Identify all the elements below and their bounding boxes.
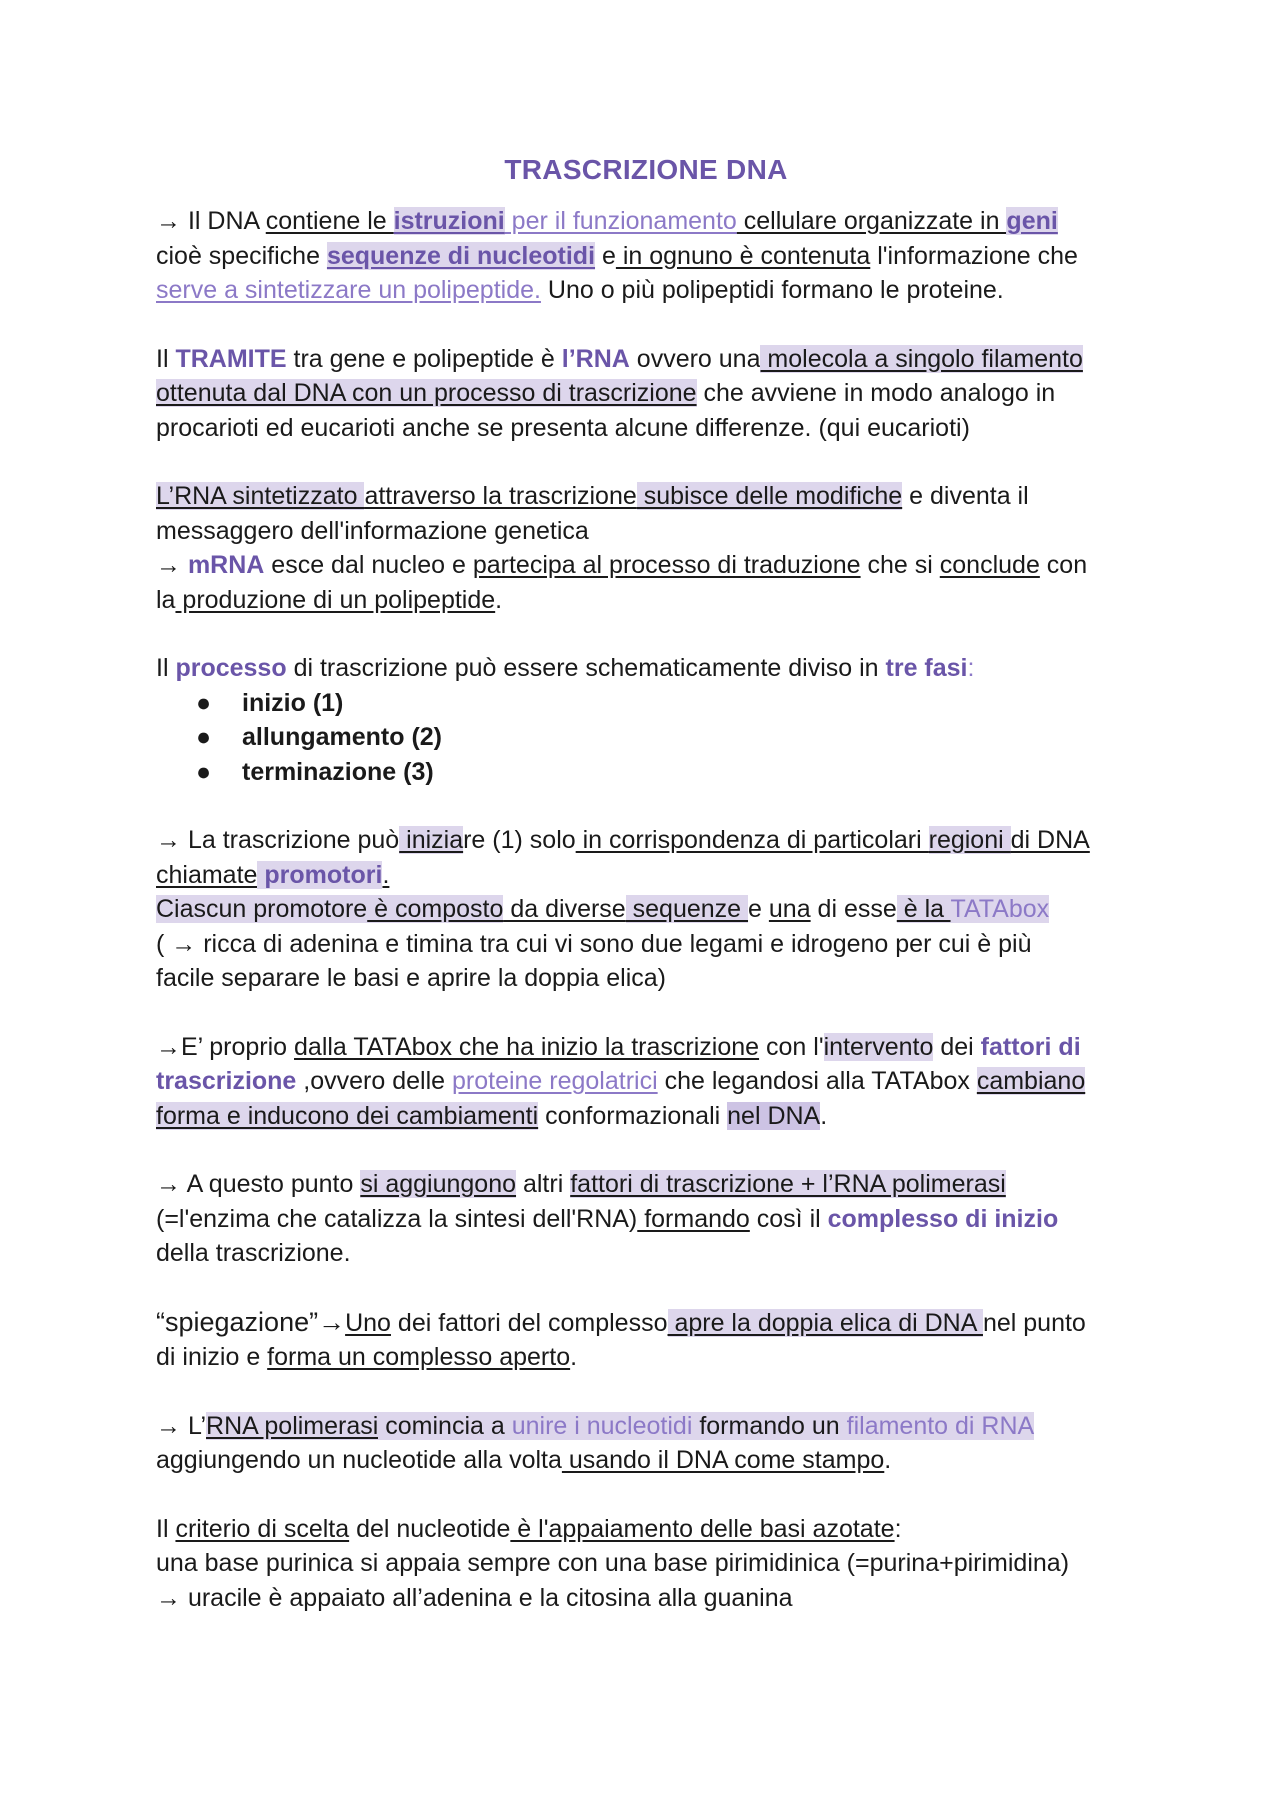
text-run: dei fattori del complesso [390,1308,668,1337]
text-line [156,1167,1136,1202]
text-run: ottenuta dal DNA con un processo di trascrizione [156,379,697,407]
text-run: di trascrizione può essere schematicamente diviso in [286,654,886,682]
text-run: → A questo punto [156,1170,361,1198]
text-run: si aggiungono [360,1170,517,1198]
text-run: subisce delle modifiche [636,482,903,510]
text-run: apre la doppia elica di DNA [667,1308,983,1337]
text-run: di DNA [1010,826,1090,854]
bullet-icon: ● [196,723,212,751]
spacer [156,1271,1136,1305]
text-run: chiamate [156,860,258,889]
bullet-icon: ● [196,688,212,717]
list-item-label: terminazione (3) [242,757,434,786]
spacer [156,445,1136,479]
text-run: e [748,895,769,923]
text-run: da diverse [503,895,626,923]
text-run: del nucleotide [349,1514,511,1543]
text-run: fattori di [980,1032,1081,1061]
text-run: Il [156,654,176,682]
phases-list [156,686,1136,790]
list-item-label: allungamento (2) [242,723,443,751]
text-run: e diventa il [902,482,1029,510]
text-run: per il funzionamento [504,207,737,235]
text-run: una [768,895,811,923]
spacer [156,996,1136,1030]
text-run: tra gene e polipeptide è [286,344,562,373]
text-run: usando il DNA come stampo [561,1446,885,1474]
text-run: istruzioni [393,207,505,235]
text-run: una base purinica si appaia sempre con una base pirimidinica (=purina+pirimidina) [156,1549,1070,1577]
paragraph-tatabox [156,1030,1136,1134]
text-run: formando un [692,1411,847,1440]
text-run: forma e inducono dei cambiamenti [156,1101,539,1130]
page-title: TRASCRIZIONE DNA [504,154,788,185]
text-run: serve a sintetizzare un polipeptide. [156,276,541,304]
text-run: TRAMITE [175,344,287,373]
text-run: in corrispondenza di particolari [575,826,929,854]
text-line [156,1305,1136,1341]
text-line [156,1202,1136,1237]
text-line [156,204,1136,239]
text-run: (=l'enzima che catalizza la sintesi dell'RNA) [156,1204,638,1233]
paragraph-phases [156,651,1136,789]
paragraph-rna-modifications [156,479,1136,617]
text-run: unire i nucleotidi [511,1411,693,1440]
text-run: aggiungendo un nucleotide alla volta [156,1446,562,1474]
text-run: “spiegazione”→ [156,1306,346,1337]
text-run: intervento [823,1032,934,1061]
text-run: in ognuno è contenuta [615,241,871,270]
text-run: tre fasi [885,654,968,682]
text-run: promotori [257,860,383,889]
text-run: con l' [759,1032,824,1061]
text-line [156,479,1136,514]
text-line [156,342,1136,377]
text-run: altri [516,1170,571,1198]
text-run: che si [860,551,940,579]
text-line [156,1581,1136,1616]
text-run: complesso di inizio [827,1204,1059,1233]
paragraph-promoters [156,823,1136,996]
text-run: Uno [345,1308,391,1337]
text-run: partecipa al processo di traduzione [472,551,861,579]
text-run: . [820,1101,828,1130]
text-run: è la [896,895,951,923]
text-run: → Il DNA [156,207,266,235]
text-run: . [382,860,390,889]
text-run: . [495,585,503,614]
text-run: . [570,1343,578,1371]
text-run: re (1) solo [463,826,576,854]
text-run: Ciascun promotore [156,895,368,923]
paragraph-dna-instructions [156,204,1136,308]
text-line [156,1064,1136,1099]
text-run: molecola a singolo filamento [760,344,1083,373]
text-run: procarioti ed eucarioti anche se presenta alcune differenze. (qui eucarioti) [156,413,970,442]
text-line [156,927,1136,962]
text-run: L’RNA sintetizzato [156,482,365,510]
text-run: attraverso la trascrizione [364,482,637,510]
text-run: che avviene in modo analogo in [696,379,1056,407]
text-run: forma un complesso aperto [267,1343,571,1371]
text-run: inizia [399,826,464,854]
text-run: mRNA [187,551,265,579]
spacer [156,617,1136,651]
text-run: comincia a [378,1411,512,1440]
text-run: ovvero una [629,344,761,373]
text-line [156,239,1136,274]
text-run: Uno o più polipeptidi formano le proteine. [540,276,1004,304]
text-run: esce dal nucleo e [264,551,473,579]
text-line [156,1512,1136,1547]
text-run: → [156,551,188,579]
text-run: nel DNA [727,1101,821,1130]
text-line [156,1340,1136,1375]
list-item [196,755,1136,790]
bullet-icon: ● [196,757,212,786]
text-run: formando [637,1204,750,1233]
text-run: è l'appaiamento delle basi azotate [510,1514,895,1543]
text-line [156,961,1136,996]
text-line [156,583,1136,618]
text-line [156,376,1136,411]
text-line [156,548,1136,583]
text-run: RNA polimerasi [206,1411,379,1440]
text-run: la [156,585,176,614]
text-run: dalla TATAbox che ha inizio la trascrizione [294,1032,760,1061]
text-run: conformazionali [538,1101,728,1130]
text-run: proteine regolatrici [451,1067,658,1095]
text-line [156,1546,1136,1581]
text-line [156,1030,1136,1065]
paragraph-rna-medium [156,342,1136,446]
text-run: → L’ [156,1411,207,1440]
text-run: cioè specifiche [156,241,327,270]
text-run: della trascrizione. [156,1239,351,1267]
text-run: e [595,241,616,270]
paragraph-initiation-complex [156,1167,1136,1271]
text-run: →E’ proprio [156,1032,295,1061]
text-run: → uracile è appaiato all’adenina e la citosina alla guanina [156,1583,793,1612]
list-item-label: inizio (1) [242,688,344,717]
text-line [156,1409,1136,1444]
text-run: : [967,654,975,682]
spacer [156,1478,1136,1512]
text-run: di esse [810,895,897,923]
spacer [156,1133,1136,1167]
text-line [156,651,1136,686]
paragraph-rna-polymerase [156,1409,1136,1478]
text-line [156,1236,1136,1271]
list-item [196,686,1136,721]
text-run: facile separare le basi e aprire la doppia elica) [156,964,667,992]
text-line [156,411,1136,446]
text-line [156,514,1136,549]
spacer [156,789,1136,823]
text-line [156,1099,1136,1134]
text-run: cambiano [976,1067,1086,1095]
text-run: conclude [939,551,1040,579]
text-line [156,858,1136,893]
text-run: l'informazione che [870,241,1078,270]
text-run: Il [156,1514,176,1543]
spacer [156,1375,1136,1409]
text-line [156,1443,1136,1478]
text-run: filamento di RNA [846,1411,1035,1440]
text-run: sequenze di nucleotidi [326,241,596,270]
text-run: Il [156,344,176,373]
text-run: con [1039,551,1088,579]
text-run: che legandosi alla TATAbox [657,1067,977,1095]
text-run: cellulare organizzate in [736,207,1007,235]
text-line [156,823,1136,858]
text-run: ( → ricca di adenina e timina tra cui vi sono due legami e idrogeno per cui è più [156,929,1032,958]
text-line [156,273,1136,308]
text-run: trascrizione [156,1067,297,1095]
text-run: di inizio e [156,1343,268,1371]
text-run: dei [933,1032,981,1061]
text-run: . [884,1446,892,1474]
document-body [156,150,1136,1615]
text-run: geni [1006,207,1058,235]
list-item [196,720,1136,755]
text-run: processo [175,654,287,682]
text-run: TATAbox [950,895,1050,923]
text-run: così il [749,1204,828,1233]
spacer [156,308,1136,342]
text-run: regioni [928,826,1011,854]
text-run: nel punto [982,1308,1086,1337]
text-run: produzione di un polipeptide [175,585,496,614]
text-line [156,892,1136,927]
text-run: messaggero dell'informazione genetica [156,516,589,545]
text-run: è composto [367,895,504,923]
text-run: ,ovvero delle [296,1067,452,1095]
text-run: criterio di scelta [175,1514,350,1543]
text-run: sequenze [625,895,749,923]
text-run: → La trascrizione può [156,826,400,854]
paragraph-explanation [156,1305,1136,1375]
text-run: contiene le [265,207,394,235]
text-run: : [894,1514,902,1543]
text-run: fattori di trascrizione + l’RNA polimerasi [570,1170,1006,1198]
paragraph-base-pairing [156,1512,1136,1616]
text-run: l’RNA [561,344,630,373]
